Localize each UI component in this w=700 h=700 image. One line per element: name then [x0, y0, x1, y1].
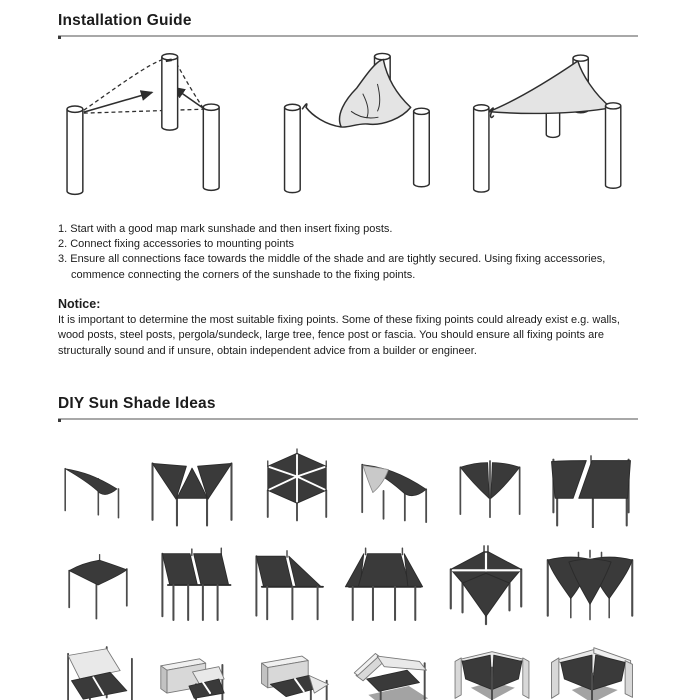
mark-fixing-points-diagram	[58, 46, 240, 204]
divider-dot	[58, 419, 61, 422]
diy-ideas-section	[58, 395, 638, 700]
installation-steps	[58, 222, 638, 283]
diy-ideas-row-2	[58, 540, 638, 630]
installation-guide-section	[58, 12, 638, 359]
tension-sunshade-diagram	[466, 46, 638, 204]
diy-ideas-row-1	[58, 444, 638, 528]
attach-sunshade-loosely-diagram	[265, 46, 441, 204]
square-sail-icon	[58, 540, 138, 630]
installation-step: 3. Ensure all connections face towards the middle of the shade and are tightly secured. Using fixing accessories, commence connecting the corners of the sunshade to the fixing points.	[58, 253, 606, 281]
hexagon-diamond-canopy-icon	[436, 540, 536, 630]
hexagon-canopy-icon	[254, 444, 340, 528]
twin-v-triangles-icon	[451, 444, 529, 528]
square-split-triangles-icon	[544, 444, 638, 528]
installation-diagrams	[58, 46, 638, 206]
peaked-awning-icon	[338, 540, 430, 630]
section-divider	[58, 35, 638, 37]
notice-text: It is important to determine the most suitable fixing points. Some of these fixing points could already exist e.g. walls, wood posts, steel posts, pergola/sundeck, large tree, fence post or fascia. You should ensure all fixing points are structurally sound and if unsure, obtain independent advice from a builder or engineer.	[58, 313, 620, 357]
wall-corner-shadow-icon	[349, 638, 437, 700]
installation-step: 2. Connect fixing accessories to mounting points	[58, 238, 295, 251]
triple-droop-canopy-icon	[542, 540, 638, 630]
layered-double-sails-icon	[58, 638, 142, 700]
divider-dot	[58, 36, 61, 39]
installation-step: 1. Start with a good map mark sunshade and then insert fixing posts.	[58, 223, 393, 235]
courtyard-wrap-sails-icon	[546, 638, 638, 700]
wall-sail-triangle-icon	[251, 638, 339, 700]
double-slant-awning-icon	[144, 540, 236, 630]
wall-double-sails-icon	[152, 638, 240, 700]
two-triangle-sails-icon	[145, 444, 239, 528]
installation-guide-title: Installation Guide	[58, 12, 192, 29]
courtyard-corner-sails-icon	[448, 638, 536, 700]
section-divider	[58, 418, 638, 420]
notice-title: Notice:	[58, 296, 101, 311]
slant-awning-triangle-icon	[242, 540, 332, 630]
diy-ideas-title: DIY Sun Shade Ideas	[58, 395, 216, 413]
light-dark-triangles-icon	[354, 444, 436, 528]
single-triangle-sail-icon	[58, 444, 130, 528]
diy-ideas-row-3	[58, 638, 638, 700]
